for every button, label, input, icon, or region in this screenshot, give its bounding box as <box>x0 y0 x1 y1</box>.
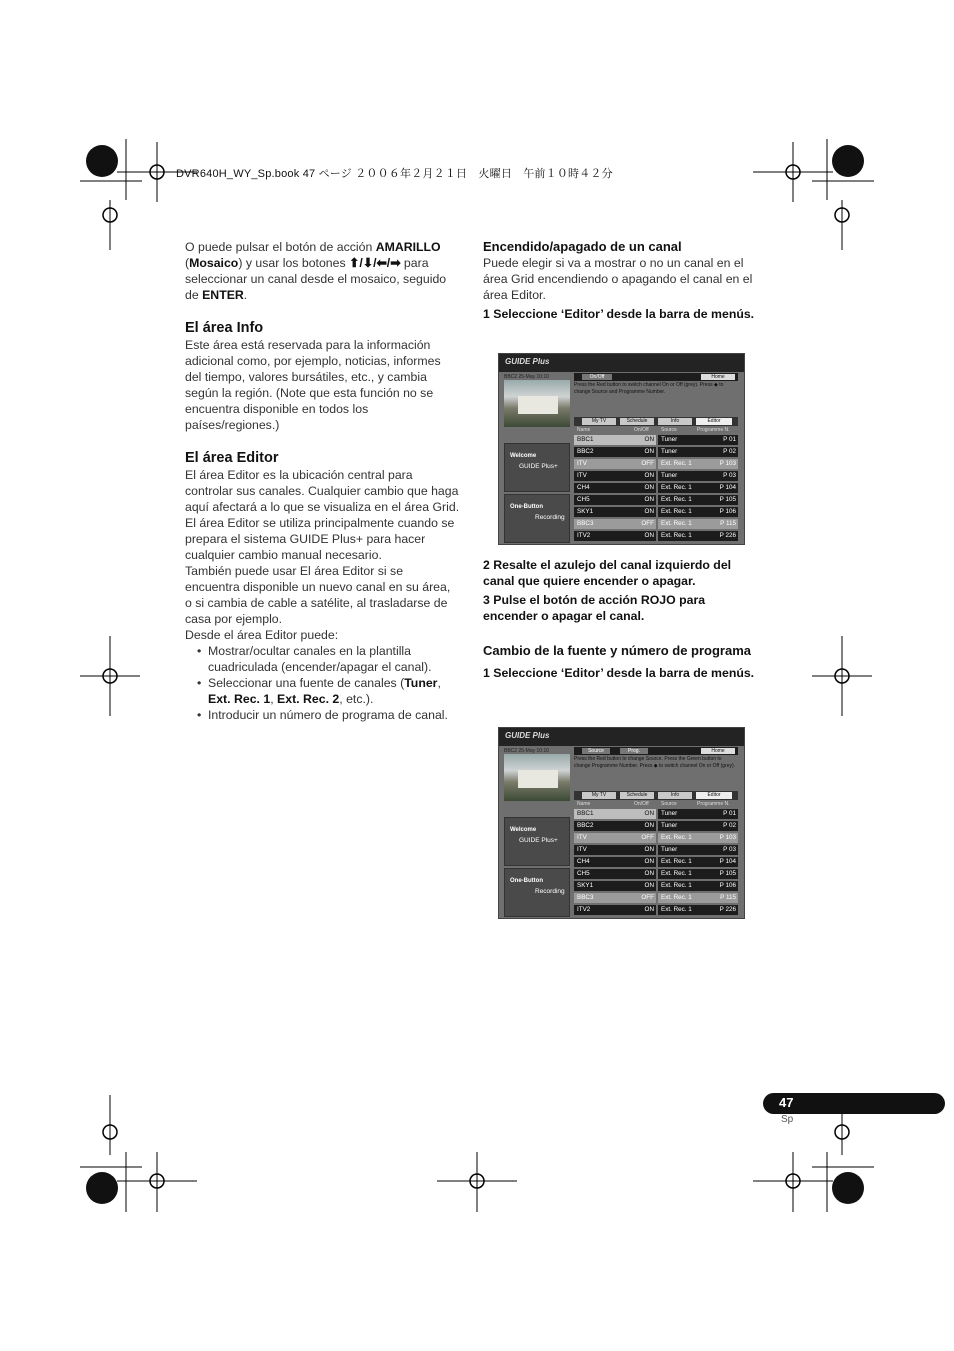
right-column-steps <box>483 557 758 681</box>
ext-rec-1-label: Ext. Rec. 1 <box>208 692 271 706</box>
channel-source: Ext. Rec. 1 <box>658 905 738 915</box>
intro-paragraph <box>185 239 460 303</box>
list-item: • Mostrar/ocultar canales en la plantilla cuadriculada (encender/apagar el canal). <box>185 643 460 675</box>
editor-screen-onoff <box>498 353 745 545</box>
list-item: • Introducir un número de programa de canal. <box>185 707 460 723</box>
channel-prog: P 103 <box>719 834 736 841</box>
prog-tab[interactable]: Prog. <box>620 748 648 754</box>
table-row[interactable] <box>574 832 738 844</box>
info-heading: El área Info <box>185 320 264 336</box>
channel-onoff: ON <box>644 484 654 491</box>
step-2: 2 Resalte el azulejo del canal izquierdo del canal que quiere encender o apagar. <box>483 558 732 588</box>
col-onoff: On/Off <box>634 801 649 807</box>
channel-name: BBC1 <box>574 809 656 819</box>
channel-name: ITV2 <box>574 531 656 541</box>
panel-title: One-Button <box>510 504 543 510</box>
channel-name: ITV2 <box>574 905 656 915</box>
channel-onoff: OFF <box>641 834 654 841</box>
help-message: Press the Red button to switch channel On or Off (grey). Press ◆ to change Source and Programme Number. <box>574 382 724 395</box>
channel-name: ITV <box>574 459 656 469</box>
channel-source: Tuner <box>658 821 738 831</box>
channel-name: BBC3 <box>574 893 656 903</box>
guide-plus-logo: GUIDE Plus <box>505 731 550 740</box>
channel-onoff: ON <box>644 858 654 865</box>
screen-top-bar <box>499 728 744 746</box>
channel-onoff: ON <box>644 508 654 515</box>
preview-picture <box>504 380 570 427</box>
channel-table <box>574 434 738 542</box>
col-source: Source <box>661 801 677 807</box>
arrow-icons: ⬆/⬇/⬅/➡ <box>349 256 401 270</box>
channel-name: SKY1 <box>574 507 656 517</box>
channel-prog: P 226 <box>719 906 736 913</box>
tuner-label: Tuner <box>404 676 438 690</box>
welcome-panel <box>504 817 570 866</box>
recording-panel <box>504 868 570 917</box>
welcome-panel <box>504 443 570 492</box>
menu-info[interactable]: Info <box>658 792 692 799</box>
menu-bar <box>574 791 738 800</box>
channel-name: BBC3 <box>574 519 656 529</box>
step-1b: 1 Seleccione ‘Editor’ desde la barra de menús. <box>483 666 755 680</box>
col-name: Name <box>577 801 591 807</box>
channel-prog: P 104 <box>719 484 736 491</box>
channel-source: Ext. Rec. 1 <box>658 495 738 505</box>
intro-text: ( <box>185 256 190 270</box>
help-message: Press the Red button to change Source. Press the Green button to change Programme Number. Press ◆ to switch channel On or Off (grey). <box>574 756 736 769</box>
panel-title: One-Button <box>510 878 543 884</box>
panel-title: Welcome <box>510 827 537 833</box>
editor-screen-source <box>498 727 745 919</box>
col-prog: Programme N. <box>697 427 730 433</box>
panel-subtitle: Recording <box>535 888 565 895</box>
home-button[interactable]: Home <box>701 748 735 754</box>
channel-onoff: OFF <box>641 460 654 467</box>
channel-name: CH4 <box>574 483 656 493</box>
menu-schedule[interactable]: Schedule <box>620 792 654 799</box>
panel-subtitle: GUIDE Plus+ <box>519 463 558 470</box>
channel-name: CH4 <box>574 857 656 867</box>
channel-name: BBC2 <box>574 447 656 457</box>
col-onoff: On/Off <box>634 427 649 433</box>
info-text: Este área está reservada para la información adicional como, por ejemplo, noticias, informes del tiempo, valores bursátiles, etc., y cambia según la región. (Note que esta función no se encuentra disponible en todos los países/regiones.) <box>185 338 441 432</box>
table-row[interactable] <box>574 844 738 856</box>
left-column <box>185 239 460 723</box>
channel-prog: P 104 <box>719 858 736 865</box>
table-row[interactable] <box>574 820 738 832</box>
editor-heading: El área Editor <box>185 450 279 466</box>
onoff-heading: Encendido/apagado de un canal <box>483 239 682 254</box>
table-row[interactable] <box>574 880 738 892</box>
panel-subtitle: Recording <box>535 514 565 521</box>
table-row[interactable] <box>574 868 738 880</box>
channel-source: Ext. Rec. 1 <box>658 519 738 529</box>
col-name: Name <box>577 427 591 433</box>
channel-name: ITV <box>574 845 656 855</box>
channel-onoff: ON <box>644 448 654 455</box>
table-row[interactable] <box>574 530 738 542</box>
source-tab[interactable]: Source <box>582 748 610 754</box>
home-button[interactable]: Home <box>701 374 735 380</box>
channel-source: Tuner <box>658 471 738 481</box>
channel-source: Tuner <box>658 809 738 819</box>
action-bar <box>574 747 738 755</box>
intro-text: . <box>243 288 248 302</box>
menu-info[interactable]: Info <box>658 418 692 425</box>
channel-prog: P 03 <box>723 472 736 479</box>
channel-onoff: OFF <box>641 894 654 901</box>
menu-bar <box>574 417 738 426</box>
channel-source: Ext. Rec. 1 <box>658 881 738 891</box>
channel-prog: P 03 <box>723 846 736 853</box>
channel-prog: P 01 <box>723 436 736 443</box>
channel-prog: P 106 <box>719 882 736 889</box>
channel-prog: P 105 <box>719 496 736 503</box>
menu-schedule[interactable]: Schedule <box>620 418 654 425</box>
editor-list <box>185 643 460 723</box>
channel-source: Tuner <box>658 447 738 457</box>
channel-prog: P 226 <box>719 532 736 539</box>
channel-source: Ext. Rec. 1 <box>658 869 738 879</box>
list-text: , <box>270 692 278 706</box>
screen-info: BBC2 25-May 10:10 <box>504 748 550 754</box>
table-row[interactable] <box>574 458 738 470</box>
table-row[interactable] <box>574 506 738 518</box>
channel-source: Ext. Rec. 1 <box>658 833 738 843</box>
channel-source: Ext. Rec. 1 <box>658 857 738 867</box>
channel-table <box>574 808 738 916</box>
table-row[interactable] <box>574 494 738 506</box>
channel-onoff: ON <box>644 870 654 877</box>
channel-prog: P 01 <box>723 810 736 817</box>
channel-onoff: ON <box>644 822 654 829</box>
list-text: Seleccionar una fuente de canales ( <box>208 676 405 690</box>
channel-prog: P 115 <box>720 894 736 901</box>
mosaico-label: Mosaico <box>189 256 239 270</box>
channel-prog: P 02 <box>723 822 736 829</box>
channel-prog: P 103 <box>719 460 736 467</box>
step-3: 3 Pulse el botón de acción ROJO para encender o apagar el canal. <box>483 593 706 623</box>
table-row[interactable] <box>574 856 738 868</box>
channel-name: ITV <box>574 833 656 843</box>
intro-text: para seleccionar un canal desde el mosaico, seguido de <box>185 256 447 302</box>
table-row[interactable] <box>574 808 738 820</box>
channel-name: BBC1 <box>574 435 656 445</box>
table-row[interactable] <box>574 892 738 904</box>
channel-onoff: ON <box>644 882 654 889</box>
menu-my-tv[interactable]: My TV <box>582 418 616 425</box>
editor-text-3: Desde el área Editor puede: <box>185 628 339 642</box>
channel-name: SKY1 <box>574 881 656 891</box>
editor-text-2: También puede usar El área Editor si se encuentra disponible un nuevo canal en su área, o si cambia de cable a satélite, al trasladarse de casa por ejemplo. <box>185 564 451 626</box>
amarillo-label: AMARILLO <box>375 240 441 254</box>
channel-prog: P 115 <box>720 520 736 527</box>
channel-source: Tuner <box>658 845 738 855</box>
channel-onoff: ON <box>644 532 654 539</box>
col-prog: Programme N. <box>697 801 730 807</box>
right-column <box>483 239 758 322</box>
screen-info: BBC2 25-May 10:10 <box>504 374 550 380</box>
channel-name: CH5 <box>574 869 656 879</box>
list-text: , etc.). <box>339 692 374 706</box>
channel-prog: P 105 <box>719 870 736 877</box>
channel-onoff: ON <box>644 496 654 503</box>
page-language: Sp <box>781 1114 794 1125</box>
channel-source: Tuner <box>658 435 738 445</box>
page-number: 47 <box>779 1095 794 1110</box>
channel-onoff: ON <box>644 436 654 443</box>
print-header: DVR640H_WY_Sp.book 47 ページ ２００６年２月２１日 火曜日 午前１０時４２分 <box>176 168 613 180</box>
menu-editor[interactable]: Editor <box>696 418 732 425</box>
source-heading: Cambio de la fuente y número de programa <box>483 643 751 658</box>
page-number-tab <box>763 1093 945 1114</box>
table-row[interactable] <box>574 446 738 458</box>
col-source: Source <box>661 427 677 433</box>
channel-name: CH5 <box>574 495 656 505</box>
channel-source: Ext. Rec. 1 <box>658 483 738 493</box>
menu-editor[interactable]: Editor <box>696 792 732 799</box>
channel-source: Ext. Rec. 1 <box>658 459 738 469</box>
table-row[interactable] <box>574 434 738 446</box>
channel-prog: P 106 <box>719 508 736 515</box>
table-row[interactable] <box>574 518 738 530</box>
onoff-text: Puede elegir si va a mostrar o no un canal en el área Grid encendiendo o apagando el canal en el área Editor. <box>483 256 753 302</box>
onoff-tab[interactable]: On/Off <box>582 374 612 380</box>
channel-onoff: ON <box>644 906 654 913</box>
channel-source: Ext. Rec. 1 <box>658 893 738 903</box>
channel-onoff: ON <box>644 472 654 479</box>
guide-plus-logo: GUIDE Plus <box>505 357 550 366</box>
panel-title: Welcome <box>510 453 537 459</box>
list-text: , <box>437 676 441 690</box>
column-headers <box>574 427 738 433</box>
intro-text: ) y usar los botones <box>238 256 350 270</box>
table-row[interactable] <box>574 482 738 494</box>
table-row[interactable] <box>574 470 738 482</box>
menu-my-tv[interactable]: My TV <box>582 792 616 799</box>
column-headers <box>574 801 738 807</box>
channel-source: Ext. Rec. 1 <box>658 531 738 541</box>
ext-rec-2-label: Ext. Rec. 2 <box>277 692 340 706</box>
list-item <box>185 675 460 707</box>
recording-panel <box>504 494 570 543</box>
panel-subtitle: GUIDE Plus+ <box>519 837 558 844</box>
table-row[interactable] <box>574 904 738 916</box>
step-1: 1 Seleccione ‘Editor’ desde la barra de menús. <box>483 307 755 321</box>
channel-onoff: OFF <box>641 520 654 527</box>
intro-text: O puede pulsar el botón de acción <box>185 240 376 254</box>
channel-onoff: ON <box>644 810 654 817</box>
screen-top-bar <box>499 354 744 372</box>
channel-name: BBC2 <box>574 821 656 831</box>
channel-source: Ext. Rec. 1 <box>658 507 738 517</box>
editor-text-1: El área Editor es la ubicación central para controlar sus canales. Cualquier cambio que haga aquí afectará a lo que se visualiza en el área Grid. El área Editor se utiliza principalmente cuando se prepara el sistema GUIDE Plus+ para hacer cualquier cambio manual necesario. <box>185 468 460 562</box>
enter-label: ENTER <box>202 288 244 302</box>
channel-onoff: ON <box>644 846 654 853</box>
preview-picture <box>504 754 570 801</box>
action-bar <box>574 373 738 381</box>
channel-prog: P 02 <box>723 448 736 455</box>
channel-name: ITV <box>574 471 656 481</box>
